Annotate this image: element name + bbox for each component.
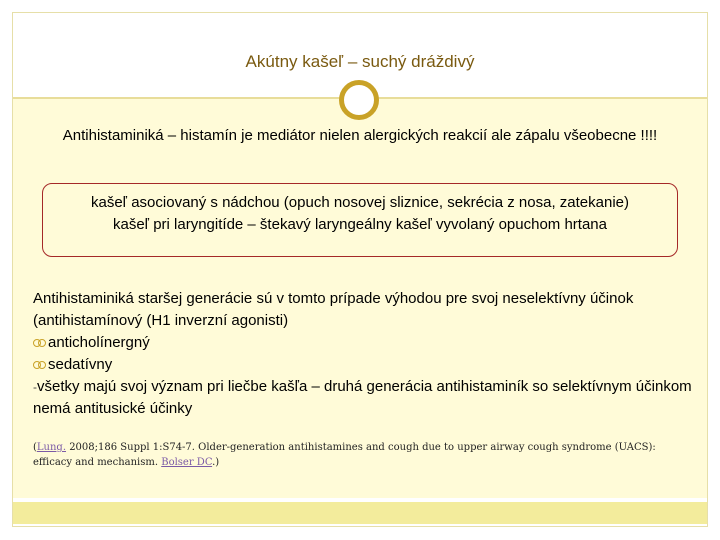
citation [33,440,673,470]
citation-journal-link[interactable]: Lung. [36,442,67,453]
box-line-1: kašeľ asociovaný s nádchou (opuch nosovej sliznice, sekrécia z nosa, zatekanie) [90,194,629,211]
bullet-item [33,354,693,376]
box-line-2: kašeľ pri laryngitíde – štekavý laryngeálny kašeľ vyvolaný opuchom hrtana [112,216,607,233]
dash-paragraph-text: všetky majú svoj význam pri liečbe kašľa – druhá generácia antihistaminík so selektívnym účinkom nemá antitusické účinky [33,378,692,417]
body-paragraph: Antihistaminiká staršej generácie sú v tomto prípade výhodou pre svoj neselektívny účinok (antihistamínový (H1 inverzní agonisti) [33,290,634,329]
ring-ornament-icon [339,80,379,120]
bullet-item [33,332,693,354]
citation-text: 2008;186 Suppl 1:S74-7. Older-generation antihistamines and cough due to upper airway cough syndrome (UACS): efficacy and mechanism. [33,442,656,468]
bullet-text: anticholínergný [48,334,150,351]
bullet-rings-icon [33,338,47,348]
bullet-rings-icon [33,360,47,370]
citation-open-paren: ( [33,442,37,453]
slide-title: Akútny kašeľ – suchý dráždivý [245,52,475,71]
citation-close-paren: .) [212,457,220,468]
intro-text: Antihistaminiká – histamín je mediátor nielen alergických reakcií ale zápalu všeobecne !!!! [62,127,658,144]
highlight-box-text [42,192,678,236]
citation-author-link[interactable]: Bolser DC [161,457,213,468]
bullet-text: sedatívny [48,356,113,373]
body-block [33,288,693,420]
dash-marker: - [33,380,37,394]
dash-paragraph [33,376,693,420]
